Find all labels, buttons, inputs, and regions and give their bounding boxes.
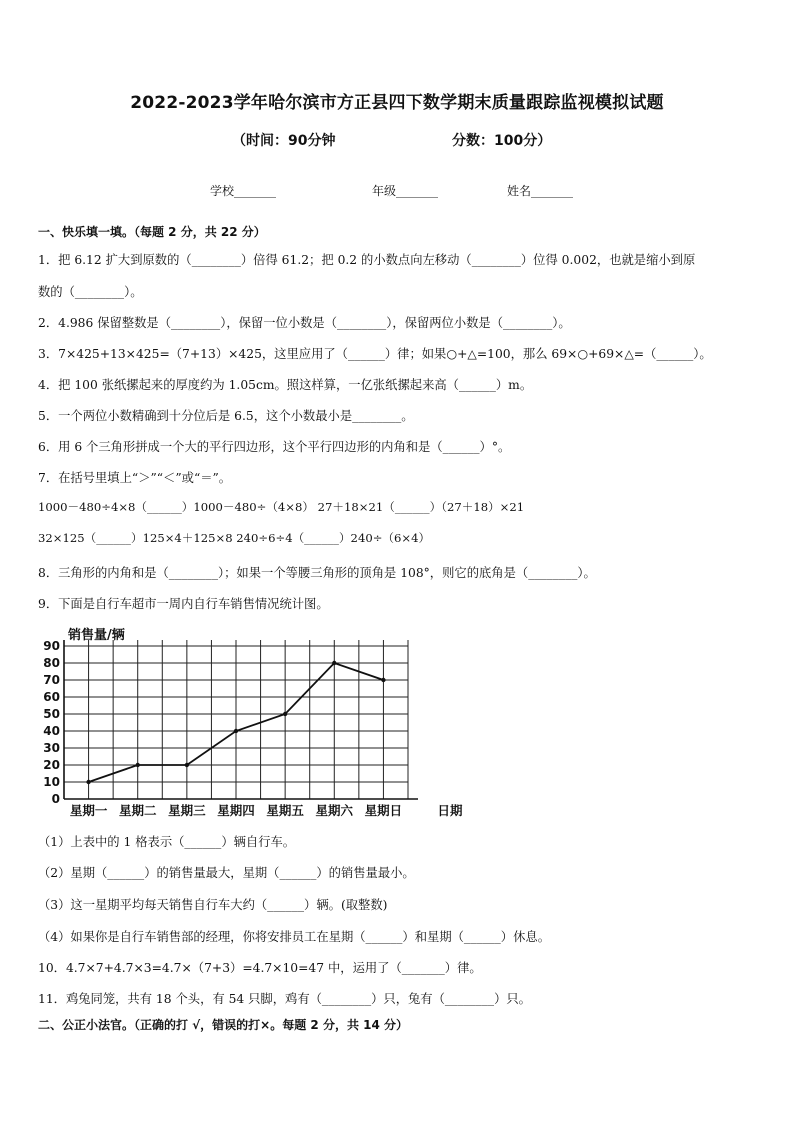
- x-tick-label: 星期三: [168, 803, 206, 818]
- question-line: 32×125（______）125×4＋125×8 240÷6÷4（______）240÷（6×4）: [38, 531, 431, 545]
- data-point: [381, 678, 385, 682]
- question-line: 2．4.986 保留整数是（________），保留一位小数是（________），保留两位小数是（________）。: [38, 316, 571, 330]
- question-line: 7．在括号里填上“＞”“＜”或“＝”。: [38, 471, 232, 485]
- question-line: （3）这一星期平均每天销售自行车大约（______）辆。(取整数): [38, 898, 388, 912]
- y-tick-label: 50: [43, 707, 60, 721]
- y-axis-label: 销售量/辆: [68, 628, 125, 643]
- question-line: 11．鸡兔同笼，共有 18 个头，有 54 只脚，鸡有（________）只，兔有（________）只。: [38, 992, 531, 1006]
- y-tick-label: 0: [51, 792, 60, 806]
- question-line: 3．7×425+13×425=（7+13）×425，这里应用了（______）律；如果○+△=100，那么 69×○+69×△=（______）。: [38, 347, 712, 361]
- sales-line-chart: [30, 620, 480, 820]
- y-tick-label: 30: [43, 741, 60, 755]
- question-line: （1）上表中的 1 格表示（______）辆自行车。: [38, 835, 296, 849]
- school-field[interactable]: 学校_______: [210, 184, 277, 198]
- question-line: 1000－480÷4×8（______）1000－480÷（4×8） 27＋18×21（______）（27＋18）×21: [38, 500, 525, 514]
- question-line: 5．一个两位小数精确到十分位后是 6.5，这个小数最小是________。: [38, 409, 414, 423]
- x-tick-label: 星期五: [266, 803, 304, 818]
- data-point: [234, 729, 238, 733]
- question-line: 数的（________）。: [38, 285, 143, 299]
- y-tick-label: 80: [43, 656, 60, 670]
- question-line: 9．下面是自行车超市一周内自行车销售情况统计图。: [38, 597, 329, 611]
- y-tick-label: 60: [43, 690, 60, 704]
- section-1-heading: 一、快乐填一填。（每题 2 分，共 22 分）: [38, 225, 266, 239]
- question-line: （2）星期（______）的销售量最大，星期（______）的销售量最小。: [38, 866, 415, 880]
- question-line: 4．把 100 张纸摞起来的厚度约为 1.05cm。照这样算，一亿张纸摞起来高（______）m。: [38, 378, 533, 392]
- y-tick-label: 70: [43, 673, 60, 687]
- x-tick-label: 星期日: [364, 803, 403, 818]
- question-line: 8．三角形的内角和是（________）；如果一个等腰三角形的顶角是 108°，则它的底角是（________）。: [38, 566, 596, 580]
- data-point: [185, 763, 189, 767]
- data-point: [283, 712, 287, 716]
- x-tick-label: 星期一: [69, 803, 108, 818]
- data-point: [332, 661, 336, 665]
- data-point: [136, 763, 140, 767]
- y-tick-label: 40: [43, 724, 60, 738]
- grade-field[interactable]: 年级_______: [372, 184, 439, 198]
- x-tick-label: 星期四: [217, 803, 255, 818]
- x-axis-label: 日期: [437, 803, 463, 818]
- x-tick-label: 星期六: [315, 803, 354, 818]
- y-tick-label: 20: [43, 758, 60, 772]
- question-line: 10．4.7×7+4.7×3=4.7×（7+3）=4.7×10=47 中，运用了（_______）律。: [38, 961, 482, 975]
- exam-time: （时间：90分钟: [232, 133, 336, 149]
- y-tick-label: 90: [43, 639, 60, 653]
- data-point: [86, 780, 90, 784]
- question-line: 1．把 6.12 扩大到原数的（________）倍得 61.2；把 0.2 的小数点向左移动（________）位得 0.002，也就是缩小到原: [38, 253, 696, 267]
- question-line: （4）如果你是自行车销售部的经理，你将安排员工在星期（______）和星期（______）休息。: [38, 930, 550, 944]
- section-2-heading: 二、公正小法官。（正确的打 √，错误的打×。每题 2 分，共 14 分）: [38, 1018, 408, 1032]
- name-field[interactable]: 姓名_______: [507, 184, 574, 198]
- page-title: 2022-2023学年哈尔滨市方正县四下数学期末质量跟踪监视模拟试题: [130, 93, 664, 113]
- exam-score: 分数：100分）: [452, 133, 552, 149]
- question-line: 6．用 6 个三角形拼成一个大的平行四边形，这个平行四边形的内角和是（______）°。: [38, 440, 511, 454]
- y-tick-label: 10: [43, 775, 60, 789]
- x-tick-label: 星期二: [118, 803, 157, 818]
